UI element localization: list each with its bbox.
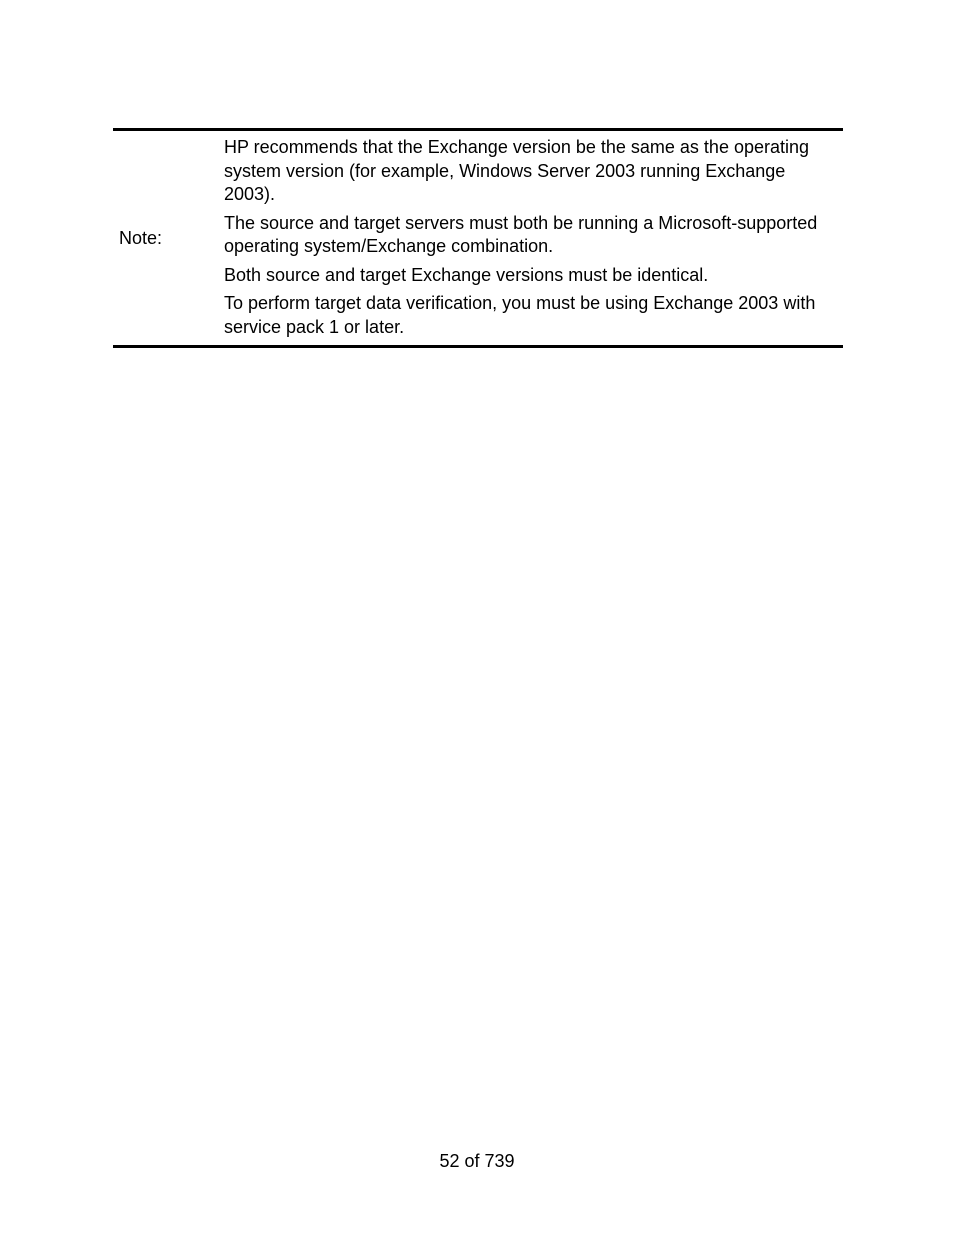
note-paragraph-exchange-version: HP recommends that the Exchange version be the same as the operating system version (for example, Windows Server 2003 running Exchange 2003).	[224, 137, 810, 204]
note-paragraph-supported-combination: The source and target servers must both be running a Microsoft-supported operating system/Exchange combination.	[224, 212, 818, 256]
note-label: Note:	[119, 228, 163, 248]
page-number: 52 of 739	[439, 1151, 515, 1171]
note-table	[113, 128, 843, 348]
note-paragraph-data-verification: To perform target data verification, you must be using Exchange 2003 with service pack 1 or later.	[224, 293, 816, 337]
note-paragraph-identical-versions: Both source and target Exchange versions must be identical.	[224, 264, 709, 285]
note-label-cell	[113, 131, 224, 345]
note-content-cell	[224, 131, 843, 345]
